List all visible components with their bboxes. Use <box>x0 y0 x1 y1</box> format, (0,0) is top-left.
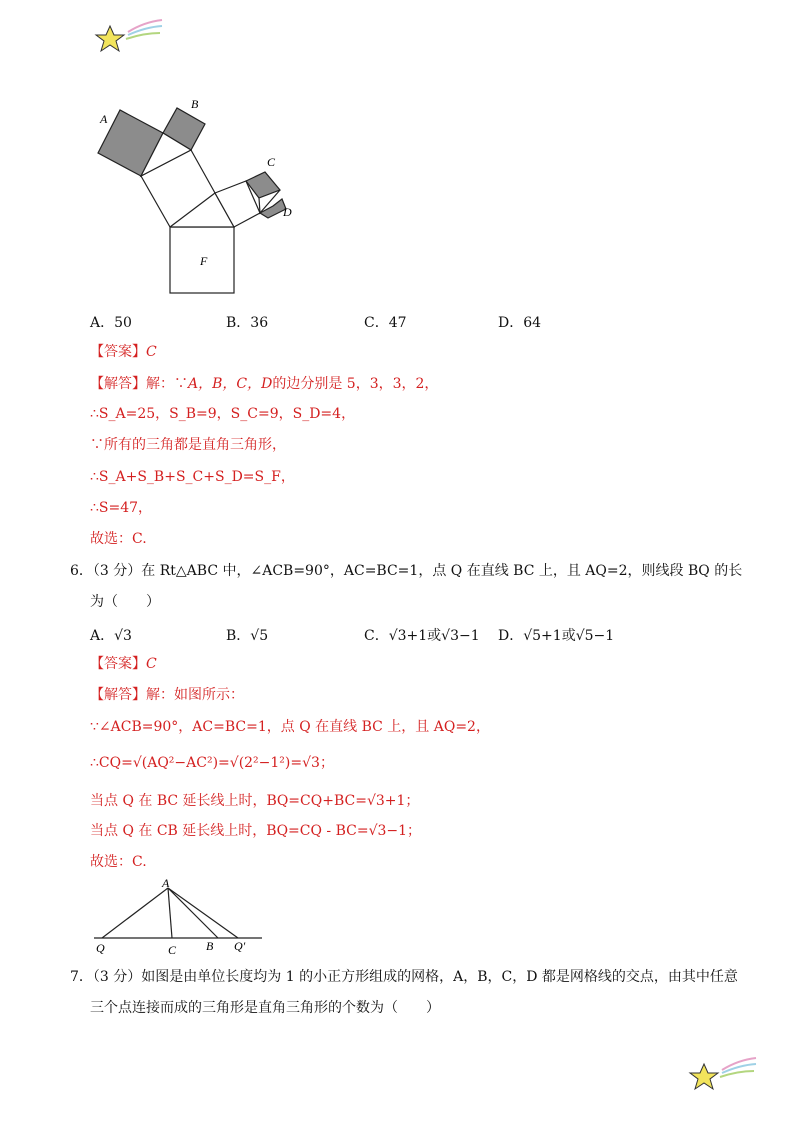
q5-option-d: D．64 <box>498 315 542 331</box>
q6-solution-line2: ∴CQ=√(AQ²−AC²)=√(2²−1²)=√3； <box>90 755 334 771</box>
q6-solution-intro: 【解答】解：如图所示： <box>90 687 244 703</box>
q6-label-q: Q <box>96 941 105 955</box>
label-b: B <box>191 97 199 111</box>
q6-label-c: C <box>168 943 177 956</box>
q6-solution-line1: ∵∠ACB=90°，AC=BC=1，点 Q 在直线 BC 上，且 AQ=2， <box>90 719 490 735</box>
q6-solution-line4: 当点 Q 在 CB 延长线上时，BQ=CQ - BC=√3−1； <box>90 823 422 839</box>
label-a: A <box>100 112 108 126</box>
q6-solution-line5: 故选：C. <box>90 854 147 870</box>
q6-stem-line1: 6．（3 分）在 Rt△ABC 中，∠ACB=90°，AC=BC=1，点 Q 在直线 BC 上，且 AQ=2，则线段 BQ 的长 <box>70 563 743 579</box>
q5-solution-line2: ∴S_A=25，S_B=9，S_C=9，S_D=4， <box>90 406 356 422</box>
q5-solution-line3: ∵所有的三角都是直角三角形， <box>90 437 286 453</box>
q6-label-b: B <box>206 939 214 953</box>
label-c: C <box>267 155 276 169</box>
q5-solution-line6: 故选：C. <box>90 531 147 547</box>
q5-option-b: B．36 <box>226 315 269 331</box>
q6-option-a: A．√3 <box>90 628 132 644</box>
star-decoration-bottom-icon <box>686 1056 758 1096</box>
q5-solution-line1: 【解答】解：∵A，B，C，D的边分别是 5，3，3，2， <box>90 376 439 392</box>
pythagorean-tree-figure <box>90 96 310 301</box>
q6-option-d: D．√5+1或√5−1 <box>498 628 615 644</box>
q6-triangle-figure <box>90 876 270 956</box>
q7-stem-line1: 7．（3 分）如图是由单位长度均为 1 的小正方形组成的网格，A，B，C，D 都是网格线的交点，由其中任意 <box>70 969 738 985</box>
q6-label-a: A <box>162 876 170 890</box>
q6-solution-line3: 当点 Q 在 BC 延长线上时，BQ=CQ+BC=√3+1； <box>90 793 420 809</box>
q6-answer: 【答案】C <box>90 656 157 672</box>
q6-label-q-prime: Q′ <box>234 939 246 953</box>
q5-solution-line5: ∴S=47， <box>90 500 153 516</box>
q5-option-a: A．50 <box>90 315 132 331</box>
label-d: D <box>283 205 292 219</box>
q5-option-c: C．47 <box>364 315 407 331</box>
q6-option-b: B．√5 <box>226 628 269 644</box>
star-decoration-top-icon <box>92 18 164 58</box>
q6-stem-line2: 为（ ） <box>90 594 160 610</box>
q5-solution-line4: ∴S_A+S_B+S_C+S_D=S_F， <box>90 469 295 485</box>
q5-answer: 【答案】C <box>90 344 157 360</box>
label-f: F <box>200 254 208 268</box>
q6-option-c: C．√3+1或√3−1 <box>364 628 480 644</box>
q7-stem-line2: 三个点连接而成的三角形是直角三角形的个数为（ ） <box>90 1000 440 1016</box>
